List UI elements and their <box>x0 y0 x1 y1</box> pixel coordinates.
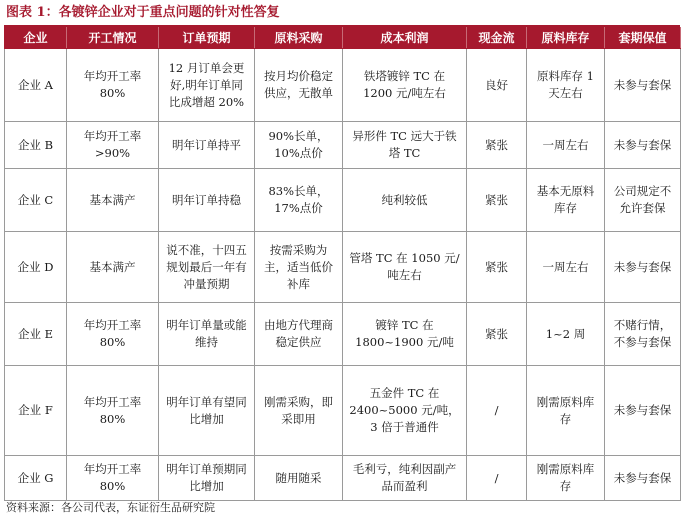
header-cell: 开工情况 <box>67 28 159 49</box>
header-cell: 企业 <box>5 28 67 49</box>
table-row <box>5 49 681 122</box>
header-row <box>5 28 681 49</box>
table-cell: 年均开工率>90% <box>67 122 159 169</box>
table-cell: / <box>467 456 527 501</box>
table-cell: 一周左右 <box>527 122 605 169</box>
header-cell: 套期保值 <box>605 28 681 49</box>
table-cell: 随用随采 <box>255 456 343 501</box>
table-cell: 未参与套保 <box>605 366 681 456</box>
table-cell: 由地方代理商稳定供应 <box>255 303 343 366</box>
table-cell: 企业 D <box>5 232 67 303</box>
table-cell: 原料库存 1 天左右 <box>527 49 605 122</box>
figure-title: 图表 1：各镀锌企业对于重点问题的针对性答复 <box>6 5 280 20</box>
table-cell: 12 月订单会更好,明年订单同比成增超 20% <box>159 49 255 122</box>
table-cell: 基本满产 <box>67 232 159 303</box>
table-cell: 未参与套保 <box>605 232 681 303</box>
table-cell: 基本满产 <box>67 169 159 232</box>
table-cell: 企业 E <box>5 303 67 366</box>
table-cell: 五金件 TC 在2400~5000 元/吨，3 倍于普通件 <box>343 366 467 456</box>
table-cell: 刚需原料库存 <box>527 456 605 501</box>
table-cell: 企业 B <box>5 122 67 169</box>
table-cell: 紧张 <box>467 169 527 232</box>
response-table <box>4 27 681 501</box>
table-cell: 年均开工率80% <box>67 366 159 456</box>
table-cell: 明年订单持平 <box>159 122 255 169</box>
table-cell: / <box>467 366 527 456</box>
table-cell: 90%长单，10%点价 <box>255 122 343 169</box>
table-cell: 年均开工率80% <box>67 303 159 366</box>
table-row <box>5 456 681 501</box>
table-cell: 毛利亏，纯利因副产品而盈利 <box>343 456 467 501</box>
table-cell: 按月均价稳定供应，无散单 <box>255 49 343 122</box>
table-cell: 纯利较低 <box>343 169 467 232</box>
table-cell: 管塔 TC 在 1050 元/吨左右 <box>343 232 467 303</box>
table-cell: 紧张 <box>467 232 527 303</box>
source-note: 资料来源：各公司代表，东证衍生品研究院 <box>6 501 215 514</box>
table-cell: 明年订单量或能维持 <box>159 303 255 366</box>
header-cell: 订单预期 <box>159 28 255 49</box>
table-body <box>5 49 681 501</box>
table-cell: 明年订单预期同比增加 <box>159 456 255 501</box>
header-cell: 成本利润 <box>343 28 467 49</box>
table-cell: 铁塔镀锌 TC 在 1200 元/吨左右 <box>343 49 467 122</box>
table-cell: 企业 G <box>5 456 67 501</box>
table-cell: 刚需原料库存 <box>527 366 605 456</box>
table-cell: 刚需采购，即采即用 <box>255 366 343 456</box>
table-row <box>5 232 681 303</box>
table-cell: 83%长单，17%点价 <box>255 169 343 232</box>
header-cell: 现金流 <box>467 28 527 49</box>
table-cell: 紧张 <box>467 122 527 169</box>
table-cell: 镀锌 TC 在1800~1900 元/吨 <box>343 303 467 366</box>
table-cell: 按需采购为主，适当低价补库 <box>255 232 343 303</box>
table-cell: 未参与套保 <box>605 456 681 501</box>
table-cell: 未参与套保 <box>605 122 681 169</box>
table-cell: 企业 F <box>5 366 67 456</box>
table-cell: 异形件 TC 远大于铁塔 TC <box>343 122 467 169</box>
table-cell: 良好 <box>467 49 527 122</box>
table-cell: 年均开工率80% <box>67 49 159 122</box>
table-row <box>5 122 681 169</box>
table-row <box>5 366 681 456</box>
table-cell: 不赌行情，不参与套保 <box>605 303 681 366</box>
table-cell: 公司规定不允许套保 <box>605 169 681 232</box>
header-cell: 原料采购 <box>255 28 343 49</box>
table-row <box>5 169 681 232</box>
table-cell: 基本无原料库存 <box>527 169 605 232</box>
table-cell: 企业 C <box>5 169 67 232</box>
table-cell: 说不准，十四五规划最后一年有冲量预期 <box>159 232 255 303</box>
table-header <box>5 28 681 49</box>
table-row <box>5 303 681 366</box>
table-cell: 企业 A <box>5 49 67 122</box>
table-cell: 明年订单持稳 <box>159 169 255 232</box>
table-cell: 1~2 周 <box>527 303 605 366</box>
header-cell: 原料库存 <box>527 28 605 49</box>
table-cell: 紧张 <box>467 303 527 366</box>
table-cell: 年均开工率80% <box>67 456 159 501</box>
table-cell: 一周左右 <box>527 232 605 303</box>
table-cell: 未参与套保 <box>605 49 681 122</box>
table-cell: 明年订单有望同比增加 <box>159 366 255 456</box>
